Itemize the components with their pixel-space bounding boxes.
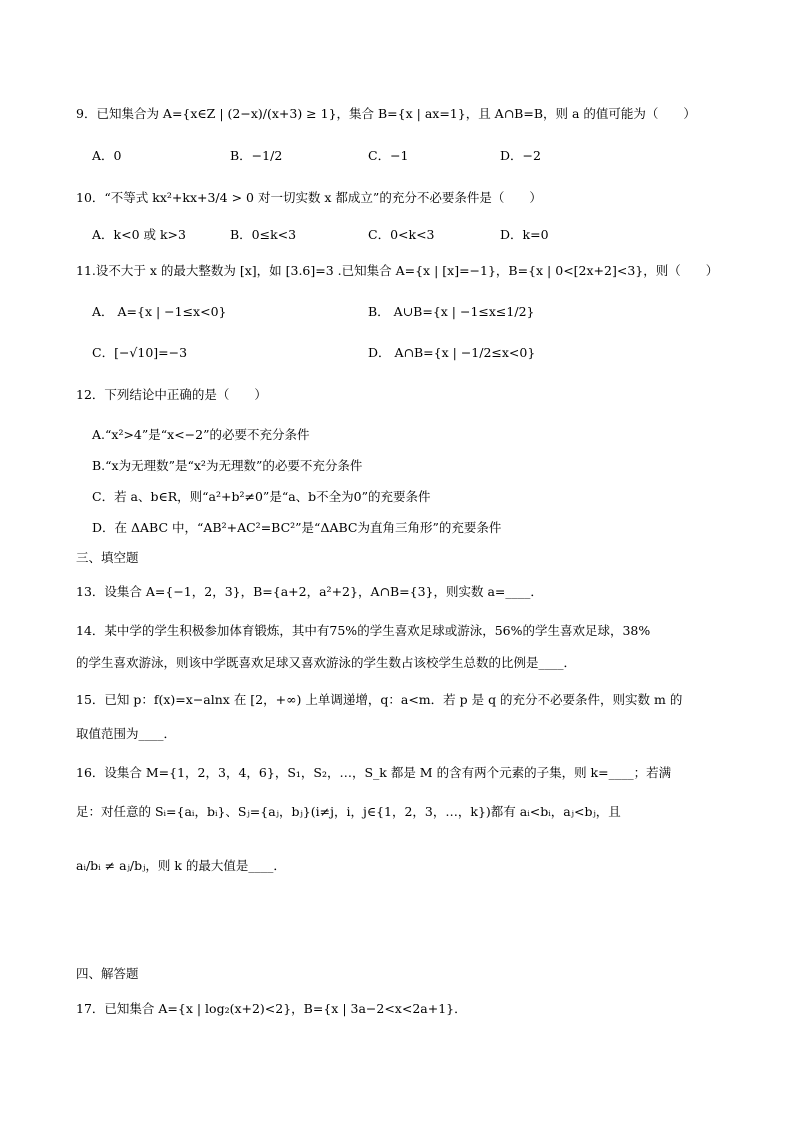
q11-option-c: C．[−√10]=−3 <box>92 345 188 360</box>
q14-line-2: 的学生喜欢游泳，则该中学既喜欢足球又喜欢游泳的学生数占该校学生总数的比例是____． <box>76 655 577 670</box>
q11-option-d: D． A∩B={x | −1/2≤x<0} <box>368 345 536 360</box>
q12-option-d: D．在 ΔABC 中，“AB²+AC²=BC²”是“ΔABC为直角三角形”的充要条件 <box>92 520 502 535</box>
q10-option-a: A．k<0 或 k>3 <box>92 227 186 242</box>
q11-stem: 11.设不大于 x 的最大整数为 [x]，如 [3.6]=3 .已知集合 A={x | [x]=−1}，B={x | 0<[2x+2]<3}，则（ ） <box>76 263 719 278</box>
q11-option-a: A． A={x | −1≤x<0} <box>92 304 227 319</box>
q10-option-c: C．0<k<3 <box>368 227 435 242</box>
q15-line-1: 15．已知 p：f(x)=x−alnx 在 [2，+∞) 上单调递增，q：a<m．若 p 是 q 的充分不必要条件，则实数 m 的 <box>76 692 683 707</box>
section-heading-fill-blank: 三、填空题 <box>76 550 139 565</box>
q9-option-a: A．0 <box>92 148 122 163</box>
q13-stem: 13．设集合 A={−1，2，3}，B={a+2，a²+2}，A∩B={3}，则实数 a=____． <box>76 584 543 599</box>
q9-option-c: C．−1 <box>368 148 409 163</box>
q12-option-c: C．若 a、b∈R，则“a²+b²≠0”是“a、b不全为0”的充要条件 <box>92 489 431 504</box>
q16-line-1: 16．设集合 M={1，2，3，4，6}，S₁，S₂，…，S_k 都是 M 的含有两个元素的子集，则 k=____；若满 <box>76 765 672 780</box>
q9-option-b: B．−1/2 <box>230 148 283 163</box>
q10-option-b: B．0≤k<3 <box>230 227 297 242</box>
q17-stem: 17．已知集合 A={x | log₂(x+2)<2}，B={x | 3a−2<x<2a+1}． <box>76 1001 467 1016</box>
q12-option-a: A.“x²>4”是“x<−2”的必要不充分条件 <box>92 427 310 442</box>
q10-stem: 10．“不等式 kx²+kx+3/4 > 0 对一切实数 x 都成立”的充分不必要条件是（ ） <box>76 190 542 205</box>
q11-option-b: B． A∪B={x | −1≤x≤1/2} <box>368 304 535 319</box>
q14-line-1: 14．某中学的学生积极参加体育锻炼，其中有75%的学生喜欢足球或游泳，56%的学生喜欢足球，38% <box>76 623 651 638</box>
section-heading-solutions: 四、解答题 <box>76 966 139 981</box>
q10-option-d: D．k=0 <box>500 227 549 242</box>
q15-line-2: 取值范围为____． <box>76 726 177 741</box>
q12-stem: 12．下列结论中正确的是（ ） <box>76 387 267 402</box>
q9-stem: 9．已知集合为 A={x∈Z | (2−x)/(x+3) ≥ 1}，集合 B={x | ax=1}，且 A∩B=B，则 a 的值可能为（ ） <box>76 106 696 121</box>
q9-option-d: D．−2 <box>500 148 541 163</box>
q16-line-2: 足：对任意的 Sᵢ={aᵢ，bᵢ}、Sⱼ={aⱼ，bⱼ}(i≠j，i，j∈{1，2，3，…，k})都有 aᵢ<bᵢ，aⱼ<bⱼ，且 <box>76 804 621 819</box>
q12-option-b: B.“x为无理数”是“x²为无理数”的必要不充分条件 <box>92 458 363 473</box>
q16-line-3: aᵢ/bᵢ ≠ aⱼ/bⱼ，则 k 的最大值是____． <box>76 858 286 873</box>
